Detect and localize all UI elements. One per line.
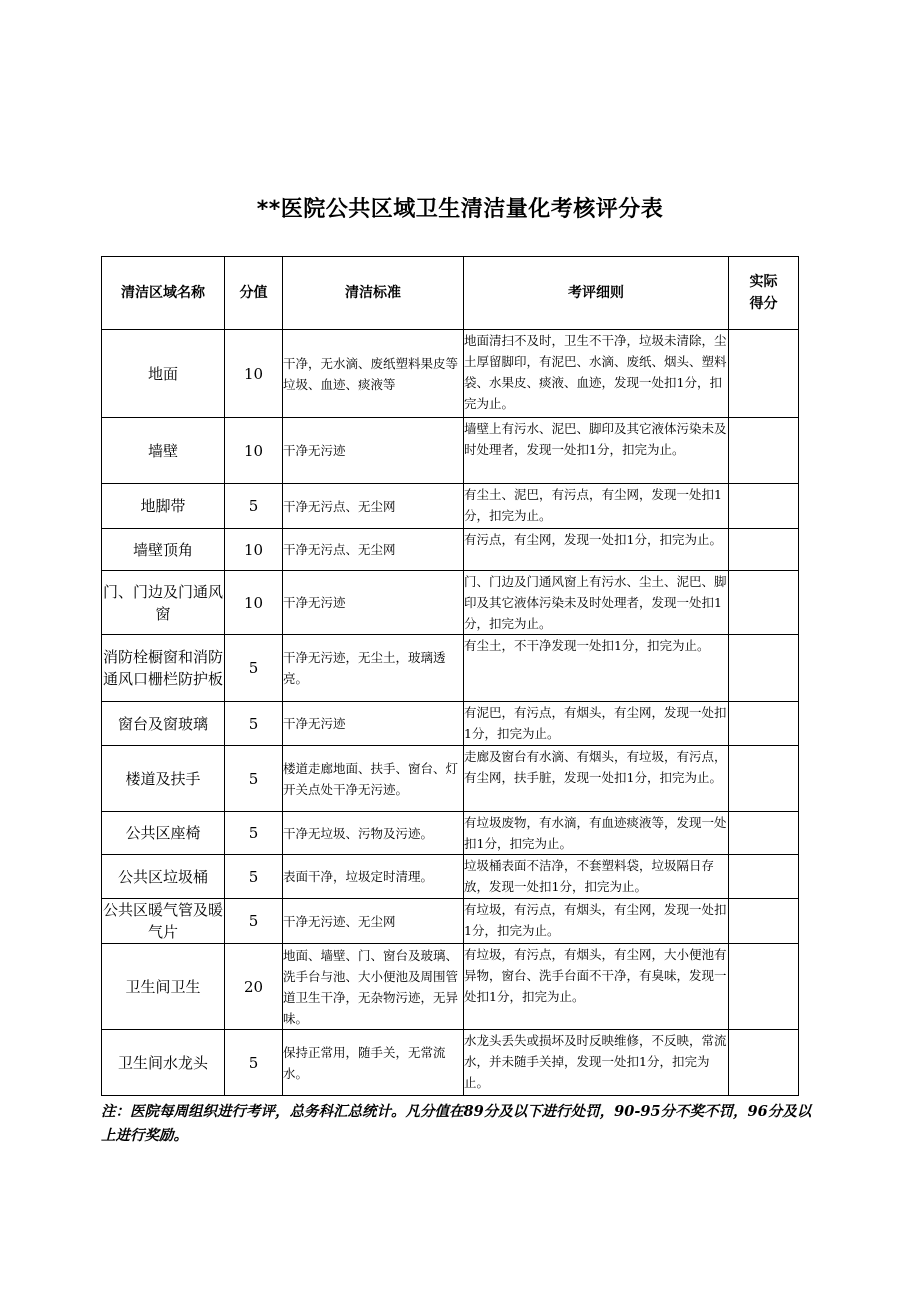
cell-actual (729, 855, 799, 899)
cell-rules: 有垃圾，有污点，有烟头，有尘网，大小便池有异物，窗台、洗手台面不干净，有臭味，发现一处扣1分，扣完为止。 (464, 944, 729, 1030)
cell-actual (729, 812, 799, 855)
cell-standard: 干净无污迹，无尘土，玻璃透亮。 (283, 635, 464, 702)
cell-actual (729, 746, 799, 812)
cell-rules: 水龙头丢失或损坏及时反映维修，不反映，常流水，并未随手关掉，发现一处扣1分，扣完为止。 (464, 1030, 729, 1096)
cell-score: 10 (225, 330, 283, 418)
cell-actual (729, 529, 799, 571)
table-row (102, 635, 799, 702)
cell-score: 10 (225, 571, 283, 635)
cell-rules: 墙壁上有污水、泥巴、脚印及其它液体污染未及时处理者，发现一处扣1分，扣完为止。 (464, 418, 729, 484)
cell-rules: 地面清扫不及时，卫生不干净，垃圾未清除，尘土厚留脚印，有泥巴、水滴、废纸、烟头、塑料袋、水果皮、痰液、血迹，发现一处扣1分，扣完为止。 (464, 330, 729, 418)
cell-standard: 楼道走廊地面、扶手、窗台、灯开关点处干净无污迹。 (283, 746, 464, 812)
cell-standard: 干净无垃圾、污物及污迹。 (283, 812, 464, 855)
cell-standard: 干净无污点、无尘网 (283, 529, 464, 571)
cell-score: 5 (225, 484, 283, 529)
cell-standard: 地面、墙壁、门、窗台及玻璃、洗手台与池、大小便池及周围管道卫生干净，无杂物污迹，无异味。 (283, 944, 464, 1030)
cell-rules: 有尘土，不干净发现一处扣1分，扣完为止。 (464, 635, 729, 702)
cell-standard: 表面干净，垃圾定时清理。 (283, 855, 464, 899)
cell-standard: 干净无污迹 (283, 418, 464, 484)
cell-standard: 干净无污迹、无尘网 (283, 899, 464, 944)
table-row (102, 330, 799, 418)
cell-actual (729, 635, 799, 702)
header-standard: 清洁标准 (283, 257, 464, 330)
cell-score: 5 (225, 855, 283, 899)
cell-actual (729, 484, 799, 529)
cell-actual (729, 571, 799, 635)
footnote: 注：医院每周组织进行考评，总务科汇总统计。凡分值在89分及以下进行处罚，90-95分不奖不罚，96分及以上进行奖励。 (101, 1103, 812, 1144)
cell-standard: 保持正常用，随手关，无常流水。 (283, 1030, 464, 1096)
cell-score: 20 (225, 944, 283, 1030)
cell-area: 卫生间卫生 (102, 944, 225, 1030)
cell-standard: 干净无污点、无尘网 (283, 484, 464, 529)
table-row (102, 702, 799, 746)
cell-score: 5 (225, 746, 283, 812)
cell-area: 楼道及扶手 (102, 746, 225, 812)
cell-actual (729, 1030, 799, 1096)
cell-area: 消防栓橱窗和消防通风口栅栏防护板 (102, 635, 225, 702)
cell-actual (729, 944, 799, 1030)
cell-score: 5 (225, 635, 283, 702)
cell-area: 公共区暖气管及暖气片 (102, 899, 225, 944)
header-row (102, 257, 799, 330)
cell-rules: 门、门边及门通风窗上有污水、尘土、泥巴、脚印及其它液体污染未及时处理者，发现一处扣1分，扣完为止。 (464, 571, 729, 635)
score-table (101, 256, 799, 1096)
table-row (102, 812, 799, 855)
header-score: 分值 (225, 257, 283, 330)
header-actual: 实际得分 (729, 257, 799, 330)
cell-rules: 有泥巴，有污点，有烟头，有尘网，发现一处扣1分，扣完为止。 (464, 702, 729, 746)
cell-rules: 有垃圾废物，有水滴，有血迹痰液等，发现一处扣1分，扣完为止。 (464, 812, 729, 855)
cell-area: 墙壁 (102, 418, 225, 484)
cell-score: 5 (225, 702, 283, 746)
cell-area: 公共区垃圾桶 (102, 855, 225, 899)
cell-standard: 干净，无水滴、废纸塑料果皮等垃圾、血迹、痰液等 (283, 330, 464, 418)
table-body (102, 330, 799, 1096)
table-row (102, 571, 799, 635)
table-row (102, 855, 799, 899)
cell-standard: 干净无污迹 (283, 571, 464, 635)
table-row (102, 484, 799, 529)
cell-rules: 走廊及窗台有水滴、有烟头，有垃圾，有污点，有尘网，扶手脏，发现一处扣1分，扣完为止。 (464, 746, 729, 812)
cell-score: 5 (225, 899, 283, 944)
cell-area: 门、门边及门通风窗 (102, 571, 225, 635)
cell-score: 10 (225, 418, 283, 484)
table-row (102, 746, 799, 812)
cell-score: 5 (225, 1030, 283, 1096)
cell-standard: 干净无污迹 (283, 702, 464, 746)
table-row (102, 1030, 799, 1096)
cell-actual (729, 330, 799, 418)
cell-area: 窗台及窗玻璃 (102, 702, 225, 746)
cell-area: 卫生间水龙头 (102, 1030, 225, 1096)
table-row (102, 529, 799, 571)
cell-rules: 有垃圾，有污点，有烟头，有尘网，发现一处扣1分，扣完为止。 (464, 899, 729, 944)
cell-actual (729, 899, 799, 944)
header-area: 清洁区域名称 (102, 257, 225, 330)
cell-area: 公共区座椅 (102, 812, 225, 855)
cell-area: 地脚带 (102, 484, 225, 529)
table-row (102, 418, 799, 484)
cell-area: 墙壁顶角 (102, 529, 225, 571)
table-row (102, 899, 799, 944)
table-row (102, 944, 799, 1030)
cell-actual (729, 418, 799, 484)
cell-area: 地面 (102, 330, 225, 418)
cell-rules: 垃圾桶表面不洁净，不套塑料袋，垃圾隔日存放，发现一处扣1分，扣完为止。 (464, 855, 729, 899)
page-title: **医院公共区域卫生清洁量化考核评分表 (256, 197, 664, 222)
cell-score: 10 (225, 529, 283, 571)
cell-score: 5 (225, 812, 283, 855)
header-rules: 考评细则 (464, 257, 729, 330)
cell-rules: 有污点，有尘网，发现一处扣1分，扣完为止。 (464, 529, 729, 571)
cell-actual (729, 702, 799, 746)
cell-rules: 有尘土、泥巴，有污点，有尘网，发现一处扣1分，扣完为止。 (464, 484, 729, 529)
